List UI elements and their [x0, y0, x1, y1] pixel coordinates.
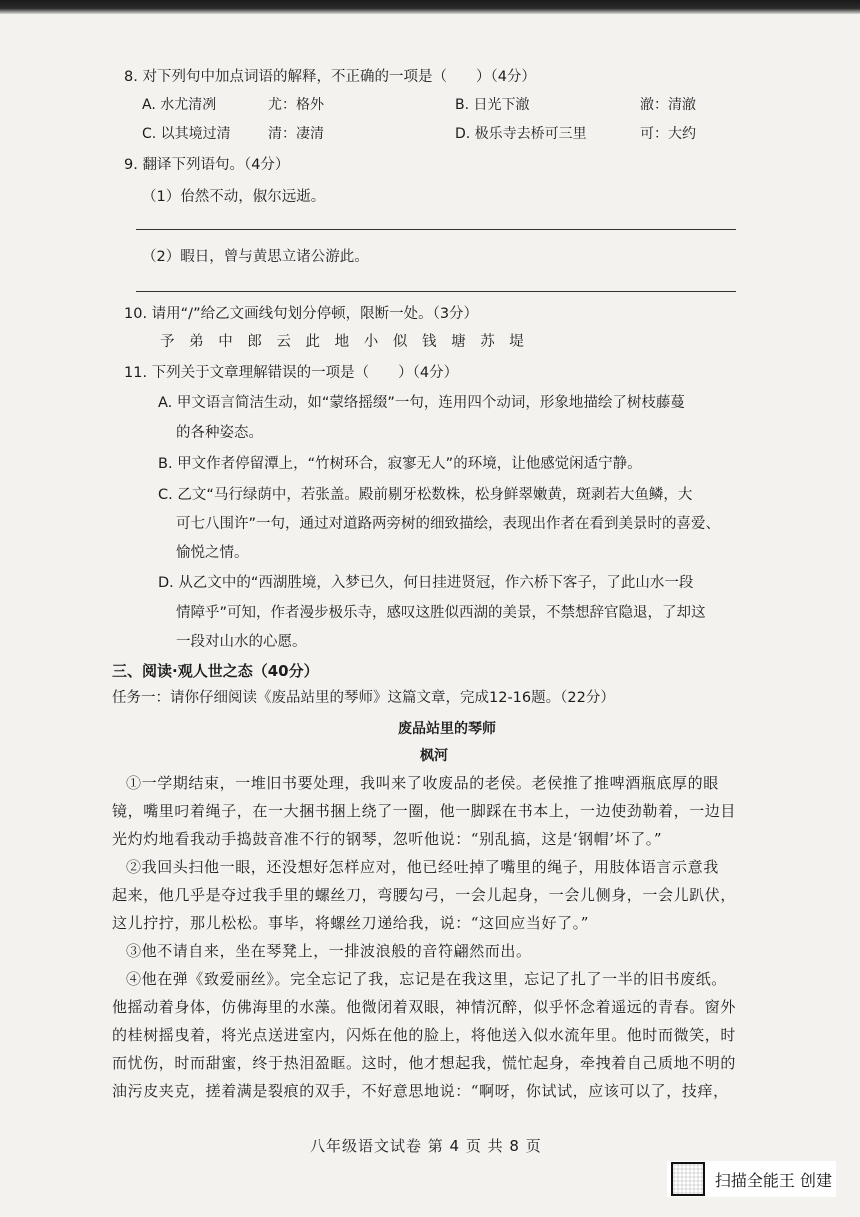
q8-stem: 8. 对下列句中加点词语的解释，不正确的一项是（ ）（4分）	[124, 69, 536, 85]
q8-option-c-gloss: 清：凄清	[268, 126, 324, 142]
q11-line-2: 的各种姿态。	[176, 425, 263, 441]
q9-stem: 9. 翻译下列语句。（4分）	[124, 157, 290, 173]
article-line-3: 光灼灼地看我动手捣鼓音准不行的钢琴，忽听他说：“别乱搞，这是‘钢帽’坏了。”	[112, 830, 663, 848]
q8-option-b: B. 日光下澈	[455, 97, 530, 113]
qr-code-icon	[671, 1162, 705, 1196]
q10-stem: 10. 请用“/”给乙文画线句划分停顿，限断一处。（3分）	[124, 306, 479, 322]
q11-line-9: 一段对山水的心愿。	[176, 634, 307, 650]
q11-stem: 11. 下列关于文章理解错误的一项是（ ）（4分）	[124, 365, 459, 381]
q8-option-c: C. 以其境过清	[142, 126, 231, 142]
article-line-11: 而忧伤，时而甜蜜，终于热泪盈眶。这时，他才想起我，慌忙起身，牵拽着自己质地不明的	[112, 1054, 737, 1072]
page-footer: 八年级语文试卷 第 4 页 共 8 页	[310, 1137, 542, 1155]
article-line-1: ①一学期结束，一堆旧书要处理，我叫来了收废品的老侯。老侯推了推啤酒瓶底厚的眼	[126, 774, 719, 792]
q11-line-1: A. 甲文语言简洁生动，如“蒙络摇缀”一句，连用四个动词，形象地描绘了树枝藤蔓	[158, 395, 685, 411]
task-1-instruction: 任务一：请你仔细阅读《废品站里的琴师》这篇文章，完成12-16题。（22分）	[112, 690, 615, 706]
article-line-10: 的桂树摇曳着，将光点送进室内，闪烁在他的脸上，将他送入似水流年里。他时而微笑，时	[112, 1026, 737, 1044]
watermark-text: 扫描全能王 创建	[714, 1170, 832, 1190]
q8-option-d: D. 极乐寺去桥可三里	[455, 126, 587, 142]
article-line-6: 这儿拧拧，那儿松松。事毕，将螺丝刀递给我，说：“这回应当好了。”	[112, 914, 590, 932]
q11-line-4: C. 乙文“马行绿荫中，若张盖。殿前剔牙松数株，松身鲜翠嫩黄，斑剥若大鱼鳞，大	[158, 487, 693, 503]
q8-option-a: A. 水尤清冽	[142, 97, 217, 113]
answer-line-2	[136, 291, 736, 292]
q11-line-8: 情障乎”可知，作者漫步极乐寺，感叹这胜似西湖的美景，不禁想辞官隐退，了却这	[176, 605, 706, 621]
q9-item-1: （1）佁然不动，俶尔远逝。	[142, 189, 326, 205]
article-line-12: 油污皮夹克，搓着满是裂痕的双手，不好意思地说：“啊呀，你试试，应该可以了，技痒，	[112, 1082, 729, 1100]
article-line-7: ③他不请自来，坐在琴凳上，一排波浪般的音符翩然而出。	[126, 942, 532, 960]
article-line-2: 镜，嘴里叼着绳子，在一大捆书捆上绕了一圈，他一脚踩在书本上，一边使劲勒着，一边目	[112, 802, 737, 820]
article-line-8: ④他在弹《致爱丽丝》。完全忘记了我，忘记是在我这里，忘记了扎了一半的旧书废纸。	[126, 970, 727, 988]
section-3-heading: 三、阅读·观人世之态（40分）	[112, 662, 319, 680]
article-line-4: ②我回头扫他一眼，还没想好怎样应对，他已经吐掉了嘴里的绳子，用肢体语言示意我	[126, 858, 719, 876]
q11-line-5: 可七八围许”一句，通过对道路两旁树的细致描绘，表现出作者在看到美景时的喜爱、	[176, 516, 721, 532]
q11-line-3: B. 甲文作者停留潭上，“竹树环合，寂寥无人”的环境，让他感觉闲适宁静。	[158, 456, 642, 472]
scanner-watermark	[667, 1161, 836, 1197]
article-author: 枫河	[420, 748, 448, 764]
q8-option-b-gloss: 澈：清澈	[640, 97, 696, 113]
q8-option-d-gloss: 可：大约	[640, 126, 696, 142]
article-title: 废品站里的琴师	[398, 721, 496, 737]
q9-item-2: （2）暇日，曾与黄思立诸公游此。	[142, 249, 369, 265]
article-line-9: 他摇动着身体，仿佛海里的水藻。他微闭着双眼，神情沉醉，似乎怀念着遥远的青春。窗外	[112, 998, 737, 1016]
q11-line-7: D. 从乙文中的“西湖胜境，入梦已久，何日挂进贤冠，作六桥下客子，了此山水一段	[158, 575, 694, 591]
q10-sentence: 予 弟 中 郎 云 此 地 小 似 钱 塘 苏 堤	[160, 334, 529, 350]
q11-line-6: 愉悦之情。	[176, 545, 249, 561]
q8-option-a-gloss: 尤：格外	[268, 97, 324, 113]
answer-line-1	[136, 229, 736, 230]
article-line-5: 起来，他几乎是夺过我手里的螺丝刀，弯腰勾弓，一会儿起身，一会儿侧身，一会儿趴伏，	[112, 886, 737, 904]
